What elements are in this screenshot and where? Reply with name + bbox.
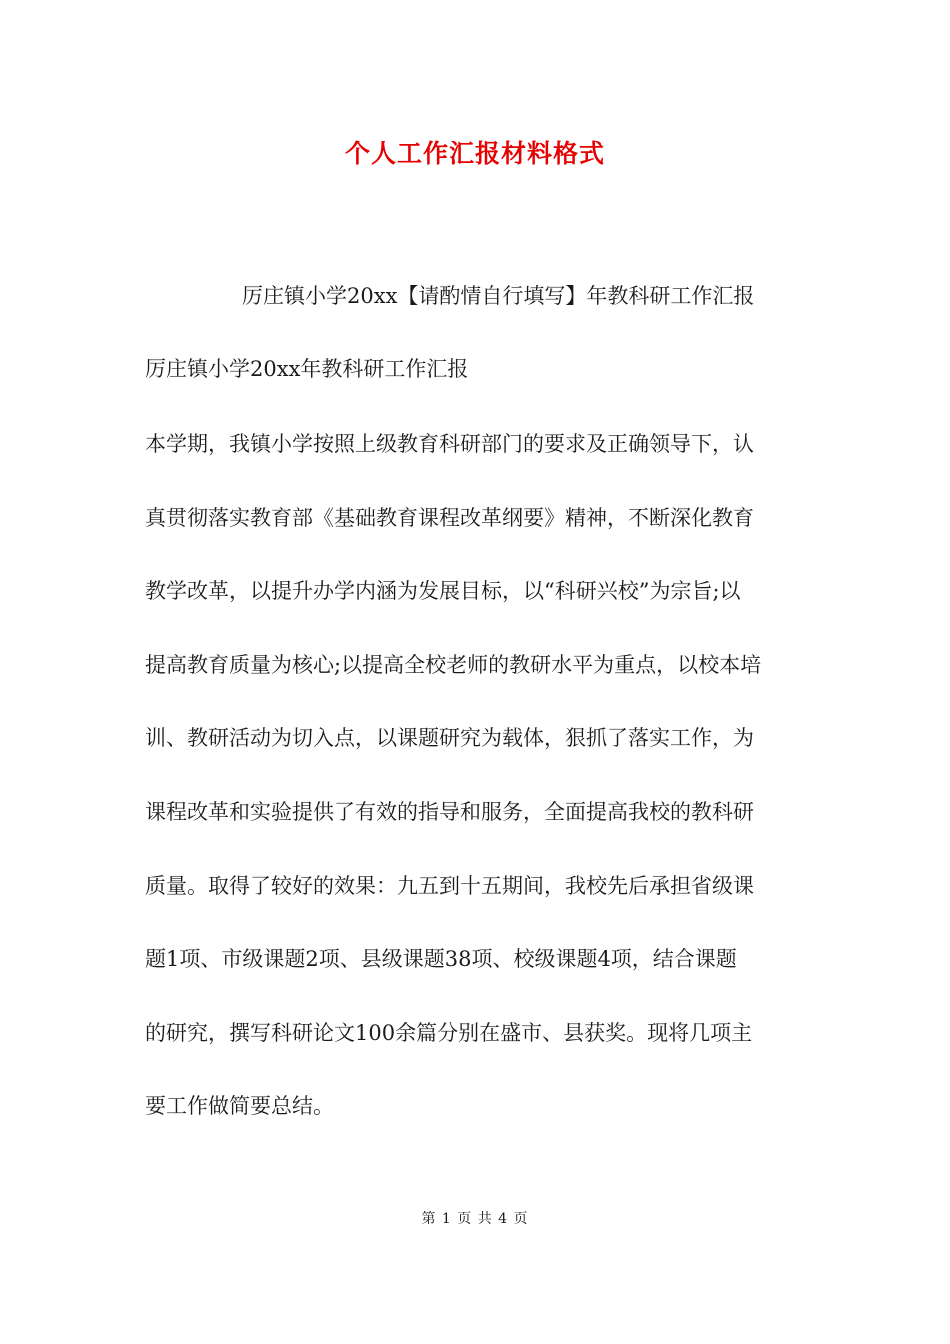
paragraph-line: 教学改革，以提升办学内涵为发展目标，以“科研兴校”为宗旨;以 [145, 579, 741, 604]
page-number-footer: 第 1 页 共 4 页 [421, 1211, 529, 1227]
section-heading: 厉庄镇小学20xx年教科研工作汇报 [145, 357, 469, 381]
paragraph-line: 要工作做简要总结。 [145, 1094, 334, 1119]
paragraph-line: 训、教研活动为切入点，以课题研究为载体，狠抓了落实工作，为 [145, 726, 754, 751]
paragraph-line: 提高教育质量为核心;以提高全校老师的教研水平为重点，以校本培 [145, 652, 762, 677]
paragraph-line: 真贯彻落实教育部《基础教育课程改革纲要》精神，不断深化教育 [145, 505, 754, 530]
document-subtitle: 厉庄镇小学20xx【请酌情自行填写】年教科研工作汇报 [242, 284, 755, 308]
paragraph-line: 质量。取得了较好的效果：九五到十五期间，我校先后承担省级课 [145, 873, 754, 898]
document-title: 个人工作汇报材料格式 [344, 139, 605, 168]
paragraph-line: 本学期，我镇小学按照上级教育科研部门的要求及正确领导下，认 [145, 432, 754, 456]
paragraph-line: 的研究，撰写科研论文100余篇分别在盛市、县获奖。现将几项主 [145, 1020, 753, 1045]
paragraph-line: 题1项、市级课题2项、县级课题38项、校级课题4项，结合课题 [145, 947, 737, 972]
paragraph-line: 课程改革和实验提供了有效的指导和服务，全面提高我校的教科研 [145, 800, 754, 824]
